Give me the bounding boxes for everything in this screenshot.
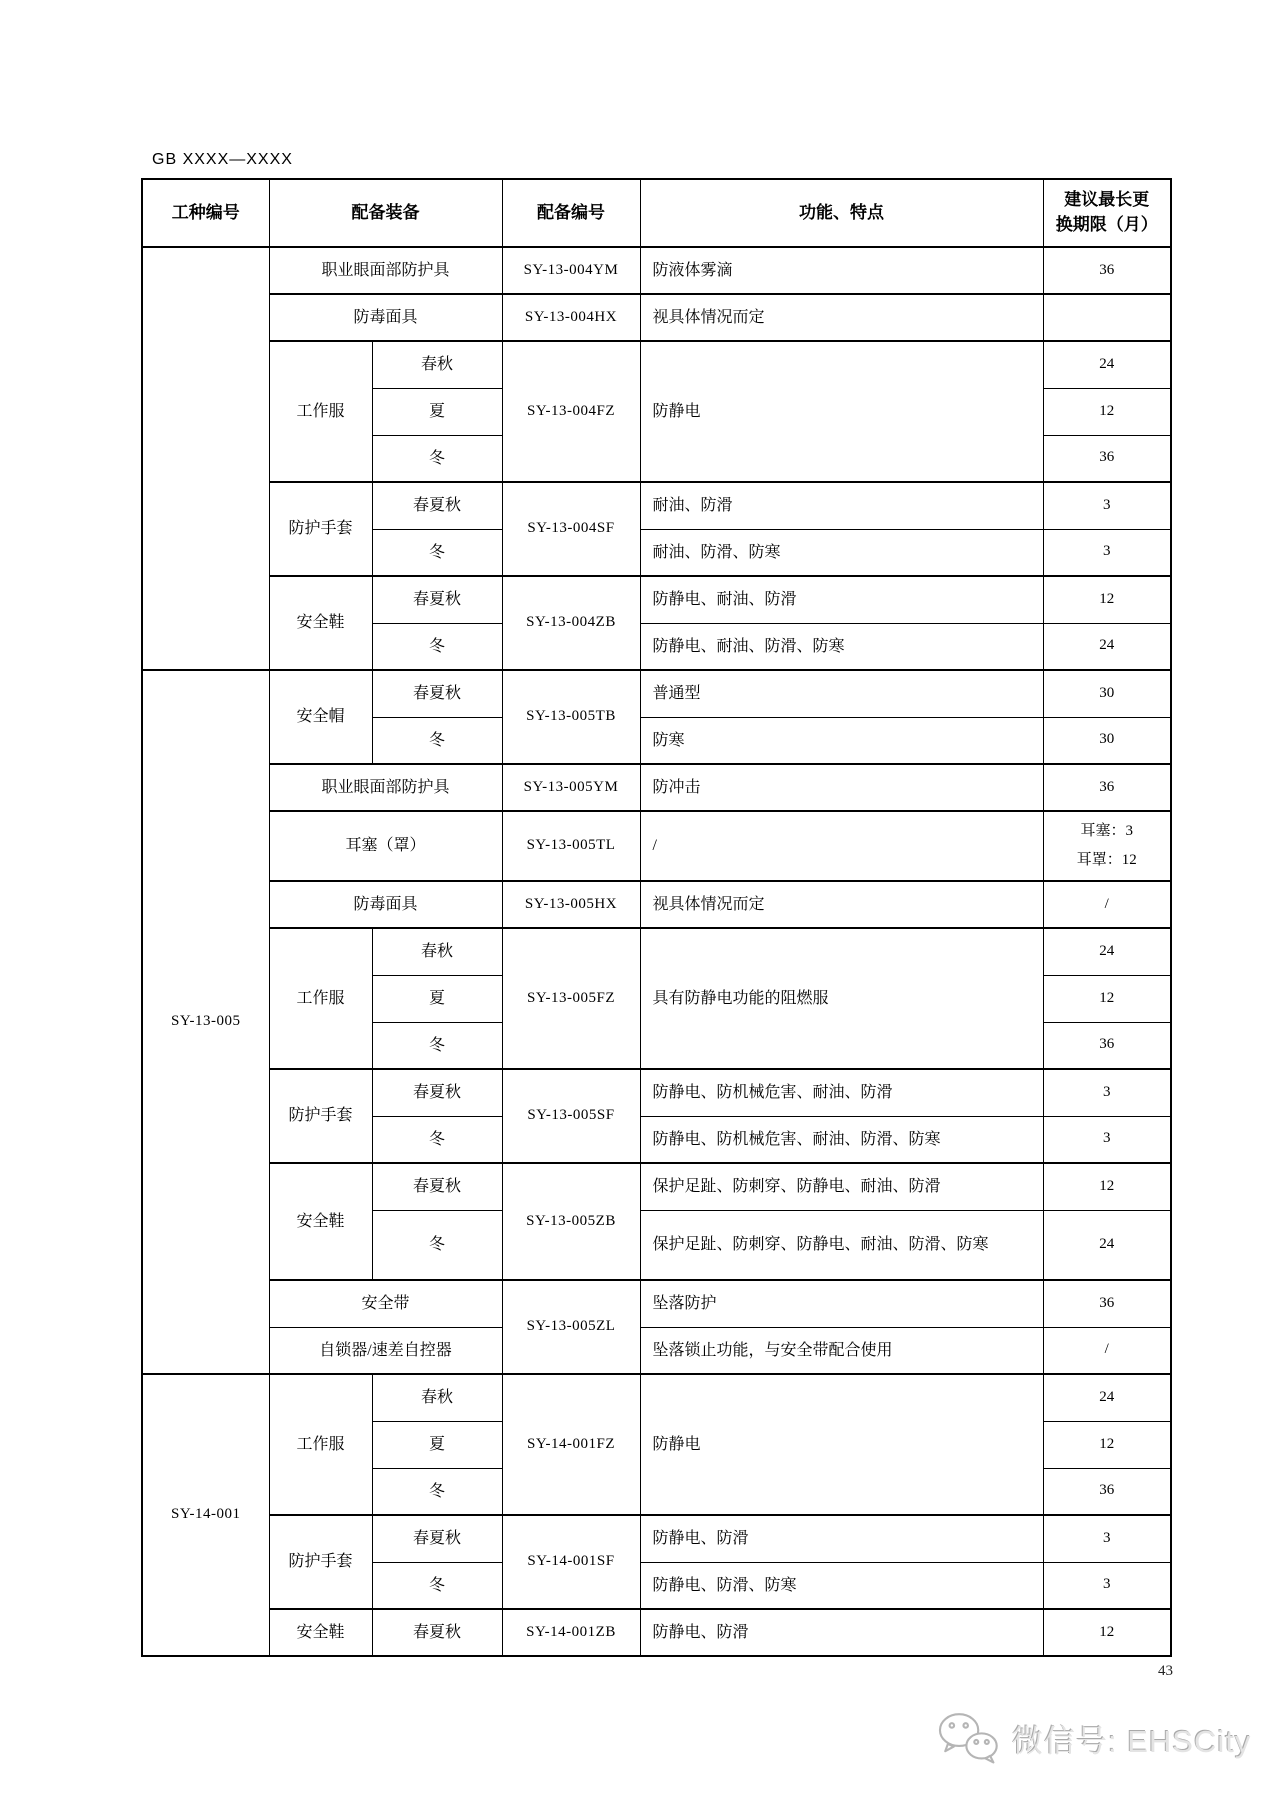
job-id-cell: SY-14-001: [142, 1374, 269, 1656]
code-cell: SY-14-001SF: [502, 1515, 640, 1609]
features-cell: 防静电、耐油、防滑: [640, 576, 1043, 623]
features-cell: 防静电、防滑、防寒: [640, 1562, 1043, 1609]
season-cell: 冬: [372, 623, 502, 670]
period-cell: 24: [1043, 1374, 1171, 1421]
season-cell: 春夏秋: [372, 576, 502, 623]
table-row: [142, 670, 1171, 717]
season-cell: 春秋: [372, 341, 502, 388]
code-cell: SY-14-001FZ: [502, 1374, 640, 1515]
code-cell: SY-13-005FZ: [502, 928, 640, 1069]
features-text: 保护足趾、防刺穿、防静电、耐油、防滑、防寒: [652, 1236, 989, 1254]
features-cell: 防静电、耐油、防滑、防寒: [640, 623, 1043, 670]
features-cell: 坠落锁止功能，与安全带配合使用: [640, 1327, 1043, 1374]
features-cell: 防静电: [640, 341, 1043, 482]
features-cell: 视具体情况而定: [640, 881, 1043, 928]
table-row: [142, 482, 1171, 529]
equipment-cell: 安全带: [269, 1280, 502, 1327]
period-cell: [1043, 294, 1171, 341]
features-cell: [640, 1210, 1043, 1280]
equipment-cell: 职业眼面部防护具: [269, 764, 502, 811]
season-cell: 冬: [372, 1116, 502, 1163]
code-cell: SY-13-004ZB: [502, 576, 640, 670]
job-id-cell: SY-13-005: [142, 670, 269, 1374]
season-cell: 夏: [372, 1421, 502, 1468]
equipment-cell: 工作服: [269, 341, 372, 482]
table-row: [142, 1515, 1171, 1562]
table-row: [142, 928, 1171, 975]
job-id-cell: [142, 247, 269, 670]
period-cell: 3: [1043, 1069, 1171, 1116]
header-features: 功能、特点: [640, 179, 1043, 247]
equipment-cell: 安全鞋: [269, 1609, 372, 1656]
wechat-icon: [936, 1710, 1002, 1766]
season-cell: 春夏秋: [372, 1163, 502, 1210]
period-cell: 12: [1043, 1421, 1171, 1468]
header-period-line1: 建议最长更: [1064, 190, 1150, 210]
period-line1: 耳塞：3: [1080, 822, 1133, 839]
period-cell: 36: [1043, 435, 1171, 482]
season-cell: 春秋: [372, 928, 502, 975]
equipment-cell: 防护手套: [269, 1515, 372, 1609]
period-cell: 3: [1043, 1562, 1171, 1609]
period-cell: 30: [1043, 670, 1171, 717]
period-cell: 24: [1043, 623, 1171, 670]
period-cell: 3: [1043, 529, 1171, 576]
season-cell: 冬: [372, 1468, 502, 1515]
equipment-cell: 防毒面具: [269, 881, 502, 928]
season-cell: 春夏秋: [372, 670, 502, 717]
header-code: 配备编号: [502, 179, 640, 247]
code-cell: SY-14-001ZB: [502, 1609, 640, 1656]
header-period-line2: 换期限（月）: [1055, 215, 1158, 234]
features-cell: /: [640, 811, 1043, 881]
season-cell: 冬: [372, 1210, 502, 1280]
period-cell: 3: [1043, 1116, 1171, 1163]
season-cell: 冬: [372, 435, 502, 482]
features-cell: 坠落防护: [640, 1280, 1043, 1327]
table-row: [142, 576, 1171, 623]
season-cell: 冬: [372, 529, 502, 576]
period-cell: 12: [1043, 1163, 1171, 1210]
features-cell: 防静电: [640, 1374, 1043, 1515]
period-cell: 24: [1043, 928, 1171, 975]
features-cell: 防寒: [640, 717, 1043, 764]
code-cell: SY-13-004HX: [502, 294, 640, 341]
header-job-id: 工种编号: [142, 179, 269, 247]
period-cell: 24: [1043, 341, 1171, 388]
doc-code: GB XXXX—XXXX: [152, 151, 293, 168]
features-cell: 保护足趾、防刺穿、防静电、耐油、防滑: [640, 1163, 1043, 1210]
table-row: [142, 811, 1171, 881]
features-cell: 防静电、防机械危害、耐油、防滑、防寒: [640, 1116, 1043, 1163]
table-row: [142, 341, 1171, 388]
season-cell: 春夏秋: [372, 1609, 502, 1656]
season-cell: 春夏秋: [372, 482, 502, 529]
season-cell: 春秋: [372, 1374, 502, 1421]
period-cell: /: [1043, 1327, 1171, 1374]
period-cell: 36: [1043, 247, 1171, 294]
code-cell: SY-13-004YM: [502, 247, 640, 294]
season-cell: 春夏秋: [372, 1069, 502, 1116]
season-cell: 夏: [372, 975, 502, 1022]
period-cell: 12: [1043, 1609, 1171, 1656]
season-cell: 冬: [372, 1562, 502, 1609]
code-cell: SY-13-005TB: [502, 670, 640, 764]
header-row: [142, 179, 1171, 247]
features-cell: 防静电、防滑: [640, 1609, 1043, 1656]
equipment-cell: 安全鞋: [269, 1163, 372, 1280]
period-cell: 12: [1043, 975, 1171, 1022]
period-line2: 耳罩：12: [1076, 852, 1137, 868]
equipment-cell: 安全帽: [269, 670, 372, 764]
period-cell: 12: [1043, 388, 1171, 435]
period-cell: 36: [1043, 1280, 1171, 1327]
table-row: [142, 1374, 1171, 1421]
table-row: [142, 1280, 1171, 1327]
equipment-cell: 自锁器/速差自控器: [269, 1327, 502, 1374]
code-cell: SY-13-005ZB: [502, 1163, 640, 1280]
season-cell: 夏: [372, 388, 502, 435]
period-cell: 3: [1043, 482, 1171, 529]
table-row: [142, 294, 1171, 341]
period-cell: 36: [1043, 1468, 1171, 1515]
code-cell: SY-13-005ZL: [502, 1280, 640, 1374]
period-cell: /: [1043, 881, 1171, 928]
table-row: [142, 247, 1171, 294]
table-row: [142, 1609, 1171, 1656]
period-cell: 30: [1043, 717, 1171, 764]
period-cell: 24: [1043, 1210, 1171, 1280]
table-row: [142, 881, 1171, 928]
season-cell: 春夏秋: [372, 1515, 502, 1562]
equipment-cell: 防毒面具: [269, 294, 502, 341]
equipment-cell: 耳塞（罩）: [269, 811, 502, 881]
equipment-cell: 职业眼面部防护具: [269, 247, 502, 294]
code-cell: SY-13-005TL: [502, 811, 640, 881]
equipment-cell: 工作服: [269, 1374, 372, 1515]
ppe-table: [141, 178, 1172, 1657]
page-number: 43: [1158, 1663, 1173, 1679]
code-cell: SY-13-004SF: [502, 482, 640, 576]
period-cell: [1043, 811, 1171, 881]
equipment-cell: 安全鞋: [269, 576, 372, 670]
table-row: [142, 1327, 1171, 1374]
table-row: [142, 1069, 1171, 1116]
features-cell: 防冲击: [640, 764, 1043, 811]
features-cell: 防静电、防滑: [640, 1515, 1043, 1562]
features-cell: 防静电、防机械危害、耐油、防滑: [640, 1069, 1043, 1116]
header-period: [1043, 179, 1171, 247]
equipment-cell: 工作服: [269, 928, 372, 1069]
period-cell: 12: [1043, 576, 1171, 623]
watermark-text: 微信号: EHSCity: [1012, 1723, 1252, 1759]
code-cell: SY-13-005YM: [502, 764, 640, 811]
code-cell: SY-13-005HX: [502, 881, 640, 928]
period-cell: 36: [1043, 1022, 1171, 1069]
features-cell: 防液体雾滴: [640, 247, 1043, 294]
season-cell: 冬: [372, 1022, 502, 1069]
equipment-cell: 防护手套: [269, 482, 372, 576]
table-row: [142, 764, 1171, 811]
code-cell: SY-13-005SF: [502, 1069, 640, 1163]
features-cell: 耐油、防滑: [640, 482, 1043, 529]
table-row: [142, 1163, 1171, 1210]
header-equipment: 配备装备: [269, 179, 502, 247]
features-cell: 具有防静电功能的阻燃服: [640, 928, 1043, 1069]
period-cell: 3: [1043, 1515, 1171, 1562]
features-cell: 普通型: [640, 670, 1043, 717]
wechat-watermark: [936, 1710, 1251, 1766]
features-cell: 视具体情况而定: [640, 294, 1043, 341]
code-cell: SY-13-004FZ: [502, 341, 640, 482]
features-cell: 耐油、防滑、防寒: [640, 529, 1043, 576]
season-cell: 冬: [372, 717, 502, 764]
equipment-cell: 防护手套: [269, 1069, 372, 1163]
period-cell: 36: [1043, 764, 1171, 811]
